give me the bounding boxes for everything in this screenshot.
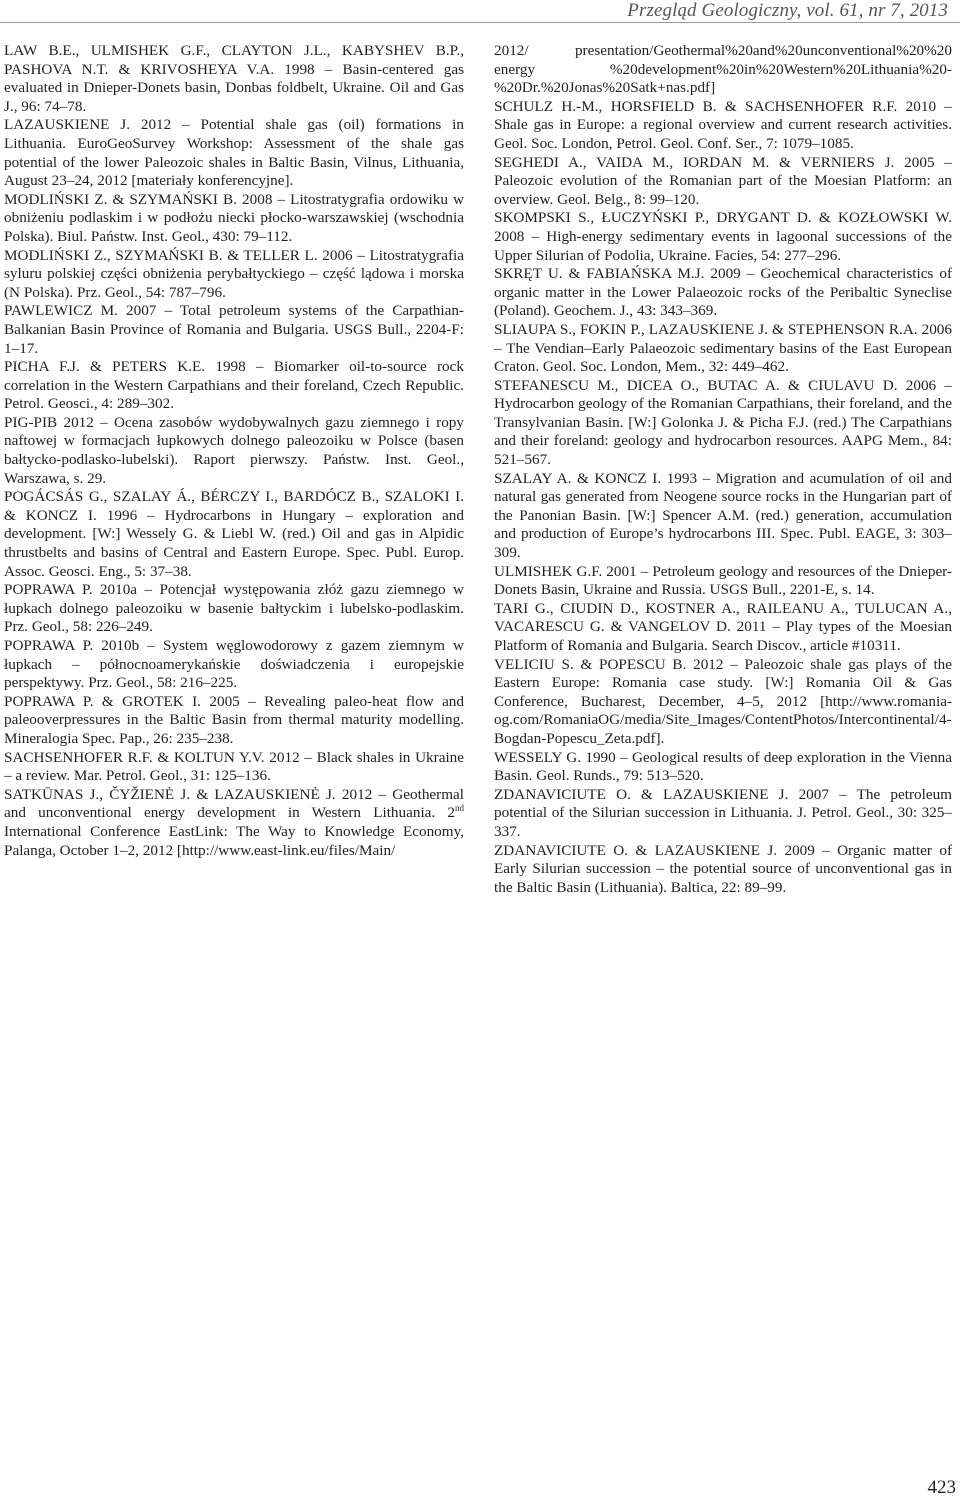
references-right-column xyxy=(494,42,952,897)
reference-entry: SEGHEDI A., VAIDA M., IORDAN M. & VERNIERS J. 2005 – Paleozoic evolution of the Romanian part of the Moesian Platform: an overview. Geol. Belg., 8: 99–120. xyxy=(494,153,952,208)
reference-text: International Conference EastLink: The Way to Knowledge Economy, Palanga, October 1–2, 2012 [http://www.east-link.eu/files/Main/ xyxy=(4,822,464,859)
reference-entry: SACHSENHOFER R.F. & KOLTUN Y.V. 2012 – Black shales in Ukraine – a review. Mar. Petrol. Geol., 31: 125–136. xyxy=(4,748,464,785)
reference-entry: TARI G., CIUDIN D., KOSTNER A., RAILEANU A., TULUCAN A., VACARESCU G. & VANGELOV D. 2011 – Play types of the Moesian Platform of Romania and Bulgaria. Search Discov., article #10311. xyxy=(494,599,952,654)
journal-title: Przegląd Geologiczny, vol. 61, nr 7, 2013 xyxy=(627,0,948,21)
reference-entry: POPRAWA P. 2010b – System węglowodorowy z gazem ziemnym w łupkach – północnoamerykańskie doświadczenia i europejskie perspektywy. Prz. Geol., 58: 216–225. xyxy=(4,637,464,692)
reference-entry: STEFANESCU M., DICEA O., BUTAC A. & CIULAVU D. 2006 – Hydrocarbon geology of the Romanian Carpathians, their foreland, and the Transylvanian Basin. [W:] Golonka J. & Picha F.J. (red.) The Carpathians and their foreland: geology and hydrocarbon resources. AAPG Mem., 84: 521–567. xyxy=(494,376,952,469)
reference-entry: LAZAUSKIENE J. 2012 – Potential shale gas (oil) formations in Lithuania. EuroGeoSurvey Workshop: Assessment of the shale gas potential of the lower Paleozoic shales in Baltic Basin, Vilnus, Lithuania, August 23–24, 2012 [materiały konferencyjne]. xyxy=(4,116,464,190)
reference-entry: ULMISHEK G.F. 2001 – Petroleum geology and resources of the Dnieper-Donets Basin, Ukraine and Russia. USGS Bull., 2201-E, s. 14. xyxy=(494,562,952,599)
reference-entry: POPRAWA P. 2010a – Potencjał występowania złóż gazu ziemnego w łupkach dolnego paleozoiku w basenie bałtyckim i lubelsko-podlaskim. Prz. Geol., 58: 226–249. xyxy=(4,581,464,636)
reference-entry: ZDANAVICIUTE O. & LAZAUSKIENE J. 2007 – The petroleum potential of the Silurian succession in Lithuania. J. Petrol. Geol., 30: 325–337. xyxy=(494,785,952,840)
reference-entry: MODLIŃSKI Z., SZYMAŃSKI B. & TELLER L. 2006 – Litostratygrafia syluru polskiej części obniżenia perybałtyckiego – część lądowa i morska (N Polska). Prz. Geol., 54: 787–796. xyxy=(4,246,464,301)
reference-entry: PAWLEWICZ M. 2007 – Total petroleum systems of the Carpathian-Balkanian Basin Province of Romania and Bulgaria. USGS Bull., 2204-F: 1–17. xyxy=(4,302,464,357)
ordinal-superscript: nd xyxy=(455,803,464,814)
reference-entry: SLIAUPA S., FOKIN P., LAZAUSKIENE J. & STEPHENSON R.A. 2006 – The Vendian–Early Palaeozoic sedimentary basins of the East European Craton. Geol. Soc. London, Mem., 32: 449–462. xyxy=(494,320,952,376)
reference-entry: ZDANAVICIUTE O. & LAZAUSKIENE J. 2009 – Organic matter of Early Silurian succession – the potential source of unconventional gas in the Baltic Basin (Lithuania). Baltica, 22: 89–99. xyxy=(494,841,952,896)
reference-url-continuation: 2012/ presentation/Geothermal%20and%20unconventional%20%20 energy %20development%20in%20Western%20Lithuania%20-%20Dr.%20Jonas%20Satk+nas.pdf] xyxy=(494,42,952,97)
reference-entry: SCHULZ H.-M., HORSFIELD B. & SACHSENHOFER R.F. 2010 – Shale gas in Europe: a regional overview and current research activities. Geol. Soc. London, Petrol. Geol. Conf. Ser., 7: 1079–1085. xyxy=(494,97,952,152)
reference-entry: PIG-PIB 2012 – Ocena zasobów wydobywalnych gazu ziemnego i ropy naftowej w formacjach łupkowych dolnego paleozoiku w Polsce (basen bałtycko-podlasko-lubelski). Raport pierwszy. Państw. Inst. Geol., Warszawa, s. 29. xyxy=(4,413,464,487)
reference-entry: POPRAWA P. & GROTEK I. 2005 – Revealing paleo-heat flow and paleooverpressures in the Baltic Basin from thermal maturity modelling. Mineralogia Spec. Pap., 26: 235–238. xyxy=(4,692,464,747)
reference-entry: SKRĘT U. & FABIAŃSKA M.J. 2009 – Geochemical characteristics of organic matter in the Lower Palaeozoic rocks of the Peribaltic Syneclise (Poland). Geochem. J., 43: 343–369. xyxy=(494,265,952,320)
reference-entry: SKOMPSKI S., ŁUCZYŃSKI P., DRYGANT D. & KOZŁOWSKI W. 2008 – High-energy sedimentary events in lagoonal successions of the Upper Silurian of Podolia, Ukraine. Facies, 54: 277–296. xyxy=(494,209,952,264)
reference-entry: VELICIU S. & POPESCU B. 2012 – Paleozoic shale gas plays of the Eastern Europe: Romania case study. [W:] Romania Oil & Gas Conference, Bucharest, December, 4–5, 2012 [http://www.romania-og.com/RomaniaOG/media/Site_Images/ContentPhotos/Intercontinental/4-Bogdan-Popescu_Zeta.pdf]. xyxy=(494,655,952,747)
references-left-column xyxy=(4,42,464,860)
reference-entry: MODLIŃSKI Z. & SZYMAŃSKI B. 2008 – Litostratygrafia ordowiku w obniżeniu podlaskim i w podłożu niecki płocko-warszawskiej (wschodnia Polska). Biul. Państw. Inst. Geol., 430: 79–112. xyxy=(4,190,464,245)
header-rule xyxy=(0,22,960,23)
running-header xyxy=(0,0,960,22)
reference-entry: LAW B.E., ULMISHEK G.F., CLAYTON J.L., KABYSHEV B.P., PASHOVA N.T. & KRIVOSHEYA V.A. 1998 – Basin-centered gas evaluated in Dnieper-Donets basin, Donbas foldbelt, Ukraine. Oil and Gas J., 96: 74–78. xyxy=(4,42,464,115)
reference-entry: POGÁCSÁS G., SZALAY Á., BÉRCZY I., BARDÓCZ B., SZALOKI I. & KONCZ I. 1996 – Hydrocarbons in Hungary – exploration and development. [W:] Wessely G. & Liebl W. (red.) Oil and gas in Alpidic thrustbelts and basins of Central and Eastern Europe. Spec. Publ. Europ. Assoc. Geosci. Eng., 5: 37–38. xyxy=(4,488,464,580)
reference-entry: SZALAY A. & KONCZ I. 1993 – Migration and acumulation of oil and natural gas generated from Neogene source rocks in the Hungarian part of the Panonian Basin. [W:] Spencer A.M. (red.) generation, accumulation and production of Europe’s hydrocarbons III. Spec. Publ. EAGE, 3: 303–309. xyxy=(494,469,952,562)
page-number: 423 xyxy=(927,1477,956,1498)
reference-entry-satkunas xyxy=(4,786,464,860)
reference-text: SATKŪNAS J., ČYŽIENĖ J. & LAZAUSKIENĖ J. 2012 – Geothermal and unconventional energy development in Western Lithuania. 2 xyxy=(4,785,464,822)
reference-entry: PICHA F.J. & PETERS K.E. 1998 – Biomarker oil-to-source rock correlation in the Western Carpathians and their foreland, Czech Republic. Petrol. Geosci., 4: 289–302. xyxy=(4,358,464,413)
reference-entry: WESSELY G. 1990 – Geological results of deep exploration in the Vienna Basin. Geol. Runds., 79: 513–520. xyxy=(494,748,952,785)
